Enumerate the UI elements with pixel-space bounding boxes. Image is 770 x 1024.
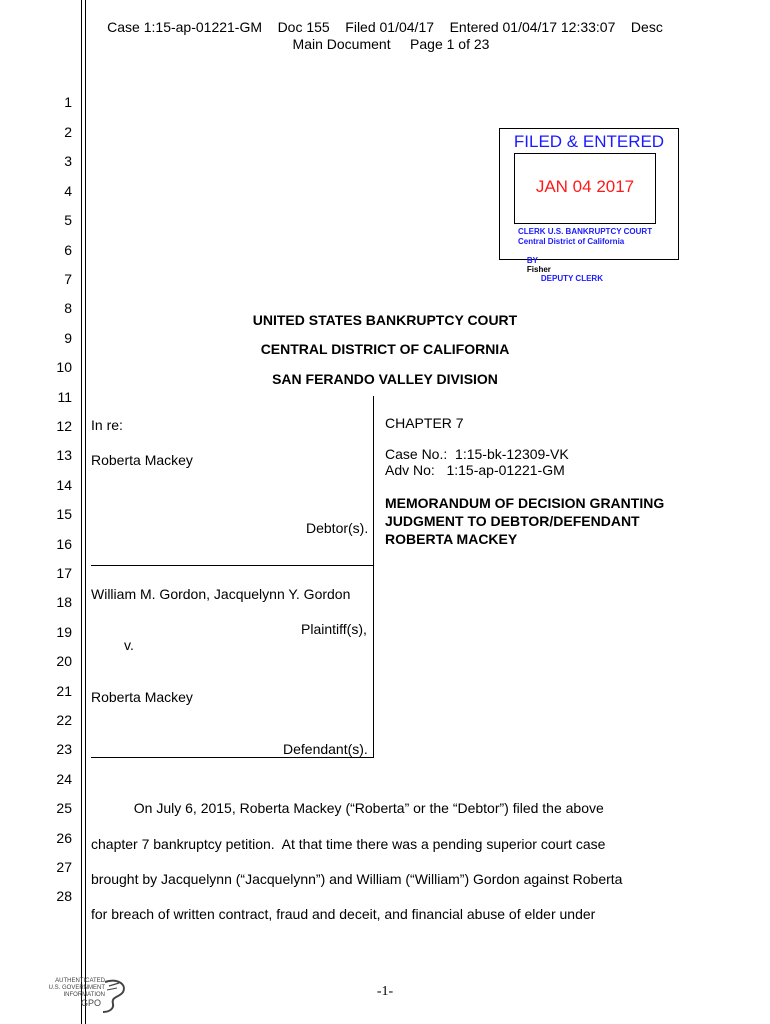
line-number: 20 (56, 653, 72, 669)
caption-rule-1 (91, 565, 373, 566)
line-number: 24 (56, 771, 72, 787)
stamp-deputy: DEPUTY CLERK (540, 274, 603, 283)
debtor-name: Roberta Mackey (91, 452, 193, 468)
left-margin-rule-1 (81, 0, 82, 1024)
line-number: 4 (64, 183, 72, 199)
plaintiff-label: Plaintiff(s), (301, 621, 367, 637)
page-number: -1- (376, 984, 394, 999)
line-number: 26 (56, 830, 72, 846)
body-line-4: for breach of written contract, fraud and deceit, and financial abuse of elder under (91, 906, 596, 922)
line-number: 18 (56, 594, 72, 610)
stamp-date: JAN 04 2017 (535, 177, 635, 196)
line-number: 6 (64, 242, 72, 258)
caption-divider (373, 396, 374, 758)
line-number: 8 (64, 300, 72, 316)
line-number: 28 (56, 888, 72, 904)
plaintiffs-names: William M. Gordon, Jacquelynn Y. Gordon (91, 586, 351, 602)
stamp-district: Central District of California (518, 237, 625, 246)
in-re-label: In re: (91, 417, 123, 433)
case-number: Case No.: 1:15-bk-12309-VK (385, 446, 569, 462)
line-number: 16 (56, 536, 72, 552)
line-number: 14 (56, 477, 72, 493)
gpo-line-4: GPO (81, 998, 102, 1008)
body-line-1: On July 6, 2015, Roberta Mackey (“Roberta” or the “Debtor”) filed the above (91, 800, 604, 816)
gpo-line-1: AUTHENTICATED (55, 978, 105, 984)
line-number: 13 (56, 447, 72, 463)
line-number: 5 (64, 212, 72, 228)
body-line-3: brought by Jacquelynn (“Jacquelynn”) and William (“William”) Gordon against Roberta (91, 871, 623, 887)
defendant-name: Roberta Mackey (91, 689, 193, 705)
versus: v. (124, 637, 134, 653)
line-number: 1 (64, 94, 72, 110)
line-number: 10 (56, 359, 72, 375)
line-number: 15 (56, 506, 72, 522)
line-number: 7 (64, 271, 72, 287)
line-number: 17 (56, 565, 72, 581)
line-number: 23 (56, 741, 72, 757)
defendant-label: Defendant(s). (283, 741, 368, 757)
line-number: 19 (56, 624, 72, 640)
stamp-by-row (518, 247, 603, 292)
line-number: 11 (57, 389, 72, 405)
stamp-date-box (514, 153, 656, 224)
line-number: 27 (56, 859, 72, 875)
gpo-line-2: U.S. GOVERNMENT (48, 985, 105, 991)
left-margin-rule-2 (85, 0, 86, 1024)
debtor-label: Debtor(s). (306, 520, 369, 536)
stamp-by-name: Fisher (526, 265, 551, 274)
case-header-line-2: Main Document Page 1 of 23 (292, 36, 490, 52)
stamp-clerk: CLERK U.S. BANKRUPTCY COURT (518, 227, 653, 236)
gpo-line-3: INFORMATION (63, 992, 105, 998)
case-header-line-1: Case 1:15-ap-01221-GM Doc 155 Filed 01/04/17 Entered 01/04/17 12:33:07 Desc (107, 19, 663, 35)
body-line-2: chapter 7 bankruptcy petition. At that time there was a pending superior court case (91, 836, 606, 852)
caption-rule-2 (91, 757, 373, 758)
document-title-line-2: JUDGMENT TO DEBTOR/DEFENDANT (385, 513, 640, 529)
court-name: UNITED STATES BANKRUPTCY COURT (252, 312, 518, 328)
document-title-line-1: MEMORANDUM OF DECISION GRANTING (385, 495, 665, 511)
line-number: 2 (64, 124, 72, 140)
line-number: 12 (56, 418, 72, 434)
court-division: SAN FERANDO VALLEY DIVISION (272, 371, 498, 387)
line-number: 9 (64, 330, 72, 346)
court-district: CENTRAL DISTRICT OF CALIFORNIA (260, 341, 510, 357)
stamp-by-label: BY (526, 256, 539, 265)
line-number: 22 (56, 712, 72, 728)
document-title-line-3: ROBERTA MACKEY (385, 531, 518, 547)
stamp-title: FILED & ENTERED (513, 132, 665, 151)
chapter-label: CHAPTER 7 (385, 415, 464, 431)
adv-number: Adv No: 1:15-ap-01221-GM (385, 462, 565, 478)
line-number: 25 (56, 800, 72, 816)
line-number: 3 (64, 153, 72, 169)
line-number: 21 (56, 683, 72, 699)
filed-entered-stamp (499, 128, 679, 283)
